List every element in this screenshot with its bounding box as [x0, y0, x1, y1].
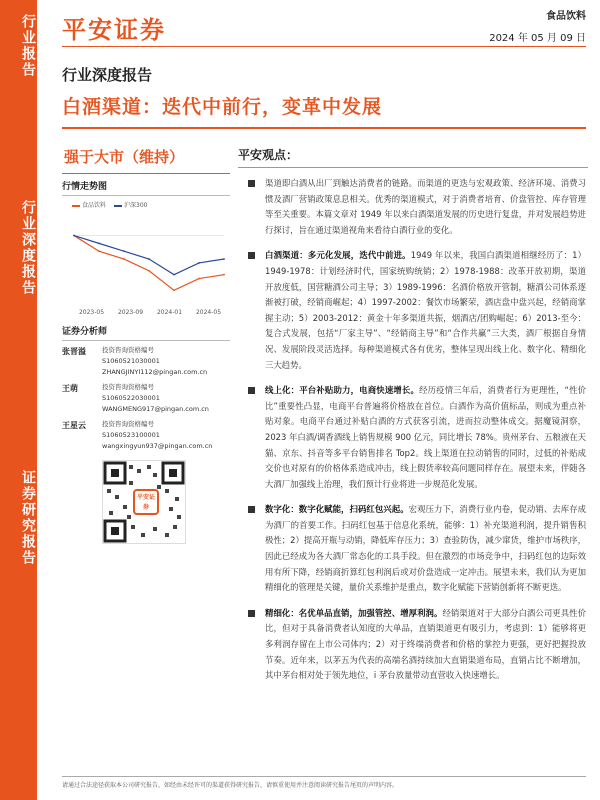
data-point — [198, 262, 200, 264]
sidebar-label-deep-report: 行业深度报告 — [20, 200, 36, 296]
chart-legend — [72, 200, 147, 209]
viewpoint-paragraph — [238, 383, 588, 492]
analyst-entry — [62, 345, 230, 378]
data-point — [123, 250, 125, 252]
trend-chart — [62, 200, 228, 318]
sidebar-label-securities-research: 证券研究报告 — [20, 470, 36, 566]
viewpoint-paragraph — [238, 606, 588, 684]
data-point — [148, 270, 150, 272]
data-point — [98, 250, 100, 252]
report-title: 白酒渠道：迭代中前行，变革中发展 — [62, 96, 383, 118]
viewpoint-paragraph — [238, 502, 588, 596]
paragraph-heading: 白酒渠道：多元化发展，迭代中前进。 — [265, 250, 411, 261]
viewpoint-paragraph — [238, 248, 588, 373]
analyst-cert: 投资咨询资格编号 — [102, 346, 154, 354]
trend-chart-svg — [62, 200, 228, 318]
analyst-id: S1060522030001 — [102, 394, 160, 402]
analyst-entry — [62, 419, 230, 452]
viewpoint-title: 平安观点： — [238, 148, 299, 162]
chart-x-axis — [72, 309, 228, 316]
company-logo: 平安证券 — [62, 16, 166, 44]
paragraph-heading: 精细化：名优单品直销，加强管控、增厚利润。 — [265, 607, 443, 618]
legend-item-food: 食品饮料 — [72, 200, 106, 209]
paragraph-text: 宏观压力下，消费行业内卷，促动销、去库存成为酒厂的首要工作。扫码红包基于信息化系统，能够：1）补充渠道利润，提升销售积极性；2）提高开瓶与动销，降低库存压力；3）查验防伪，减少窜货，维护市场秩序，因此已经成为各大酒厂常态化的工具手段。但在激烈的市场竞争中，扫码红包的边际效用有所下降，经销商折算红包利润后或对价盘造成一定冲击。展望未来，我们认为更加精细化的管理是关键，量价关系维护是重点，数字化赋能下营销创新将不断更迭。 — [265, 504, 587, 593]
x-tick: 2024-01 — [156, 309, 183, 316]
viewpoint-paragraph — [238, 176, 588, 238]
data-point — [198, 278, 200, 280]
data-point — [173, 289, 175, 291]
data-point — [123, 258, 125, 260]
analyst-email[interactable]: WANGMENG917@pingan.com.cn — [102, 405, 209, 413]
report-date: 2024 年 05 月 09 日 — [489, 33, 586, 44]
qr-code[interactable] — [102, 460, 186, 544]
analyst-entry — [62, 382, 230, 415]
square-bullet-icon — [248, 180, 255, 187]
industry-label: 食品饮料 — [546, 11, 586, 22]
analyst-cert: 投资咨询资格编号 — [102, 420, 154, 428]
data-point — [173, 274, 175, 276]
x-tick: 2024-05 — [195, 309, 222, 316]
analyst-cert: 投资咨询资格编号 — [102, 383, 154, 391]
footer-disclaimer: 请通过合法途径获取本公司研究报告，如经由未经许可的渠道获得研究报告，请慎重使用并注意阅读研究报告尾页的声明内容。 — [62, 776, 586, 789]
square-bullet-icon — [248, 252, 255, 259]
title-divider — [62, 127, 586, 129]
qr-logo-badge: 平安证券 — [133, 489, 159, 515]
data-point — [223, 258, 225, 260]
analysts-label: 证券分析师 — [62, 324, 230, 341]
rating-label: 强于大市（维持） — [62, 140, 230, 174]
legend-item-hs300: 沪深300 — [114, 200, 147, 209]
right-column — [238, 146, 588, 694]
analyst-id: S1060523100001 — [102, 431, 160, 439]
x-tick: 2023-05 — [78, 309, 105, 316]
trend-chart-label: 行情走势图 — [62, 179, 230, 196]
analyst-email[interactable]: wangxingyun937@pingan.com.cn — [102, 442, 213, 450]
header-divider — [62, 46, 586, 47]
data-point — [148, 258, 150, 260]
data-point — [73, 235, 75, 237]
square-bullet-icon — [248, 506, 255, 513]
data-point — [98, 242, 100, 244]
left-column — [62, 140, 230, 544]
paragraph-text: 经销渠道对于大部分白酒公司更具性价比，但对于具备消费者认知度的大单品，直销渠道更有吸引力，考虑到：1）能够将更多利润存留在上市公司体内；2）对于终端消费者和价格的掌控力更强，更好把握投放节奏。近年来，以茅五为代表的高端名酒持续加大直销渠道布局，直销占比不断增加，其中茅台相对处于领先地位，i 茅台放量带动直营收入快速增长。 — [265, 607, 587, 681]
analyst-id: S1060521030001 — [102, 357, 160, 365]
paragraph-text: 经历疫情三年后，消费者行为更理性，“性价比”重要性凸显，电商平台普遍将价格放在首位。白酒作为高价值标品，则成为重点补贴对象。电商平台通过补贴白酒的方式获客引流，进而拉动整体成交。据魔镜洞察，2023 年白酒/调香酒线上销售规模 900 亿元，同比增长 78%。贵州茅台、五粮液在天猫、京东、抖音等多平台销售排名 Top2。线上渠道在拉动销售的同时，过低的补贴成交价也对原有的价格体系造成冲击，线上假货率较高问题同样存在。展望未来，伴随各大酒厂加强线上治理，我们预计行业将进一步规范化发展。 — [265, 385, 587, 489]
square-bullet-icon — [248, 610, 255, 617]
sidebar-label-industry-report: 行业报告 — [20, 14, 36, 78]
analyst-name: 王星云 — [62, 421, 86, 430]
square-bullet-icon — [248, 387, 255, 394]
sidebar — [0, 0, 37, 800]
paragraph-heading: 线上化：平台补贴助力，电商快速增长。 — [265, 385, 420, 396]
data-point — [223, 274, 225, 276]
analyst-name: 张晋溢 — [62, 347, 86, 356]
series-line-1 — [74, 236, 224, 275]
paragraph-heading: 数字化：数字化赋能，扫码红包兴起。 — [265, 504, 409, 515]
x-tick: 2023-09 — [117, 309, 144, 316]
analyst-email[interactable]: ZHANGJINYI112@pingan.com.cn — [102, 368, 208, 376]
paragraph-text: 渠道即白酒从出厂到触达消费者的链路。而渠道的更迭与宏观政策、经济环境、消费习惯及酒厂营销政策息息相关。优秀的渠道模式，对于消费者培育、价盘管控、库存管理等至关重要。本篇文章对 1949 年以来白酒渠道发展的历史进行复盘，并对发展趋势进行探讨，旨在通过渠道视角来看待白酒行业的变化。 — [265, 178, 586, 235]
analyst-name: 王萌 — [62, 384, 78, 393]
report-type: 行业深度报告 — [62, 66, 153, 84]
paragraph-text: 1949 年以来，我国白酒渠道相继经历了：1）1949-1978：计划经济时代，国家统购统销；2）1978-1988：改革开放初期，渠道开放度低，国营糖酒公司主导；3）1989-1996：名酒价格放开管制，糖酒公司体系逐渐被打破，经销商崛起；4）1997-2002：餐饮市场繁荣，酒店盘中盘兴起，经销商掌握主动；5）2003-2012：黄金十年多渠道共振，烟酒店/团购崛起；6）2013-至今：复合式发展，包括“厂家主导”、“经销商主导”和“合作共赢”三大类，酒厂根据自身情况、发展阶段灵活选择。每种渠道模式各有优劣，整体呈现出线上化、数字化、精细化三大趋势。 — [265, 250, 586, 370]
viewpoint-divider — [238, 167, 588, 168]
